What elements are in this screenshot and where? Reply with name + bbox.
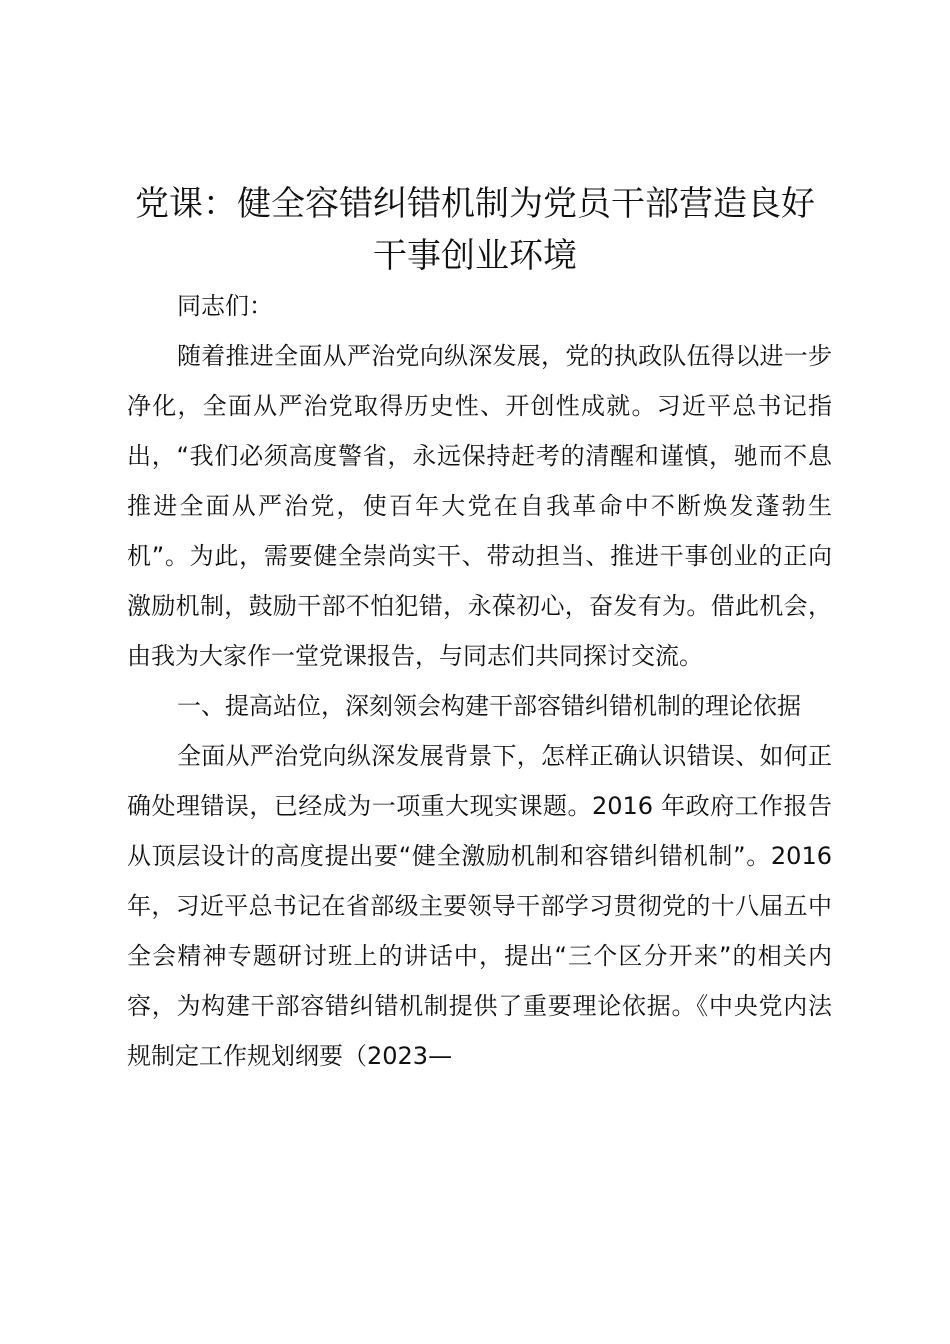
document-body [127, 281, 832, 1081]
document-title [110, 178, 840, 282]
salutation: 同志们： [177, 292, 273, 320]
title-line-2: 干事创业环境 [373, 236, 577, 276]
title-line-1: 党课：健全容错纠错机制为党员干部营造良好 [135, 184, 815, 224]
intro-paragraph: 随着推进全面从严治党向纵深发展，党的执政队伍得以进一步净化，全面从严治党取得历史性、开创性成就。习近平总书记指出，“我们必须高度警省，永远保持赶考的清醒和谨慎，驰而不息推进全面从严治党，使百年大党在自我革命中不断焕发蓬勃生机”。为此，需要健全崇尚实干、带动担当、推进干事创业的正向激励机制，鼓励干部不怕犯错，永葆初心，奋发有为。借此机会，由我为大家作一堂党课报告，与同志们共同探讨交流。 [127, 342, 832, 670]
section-heading-1: 一、提高站位，深刻领会构建干部容错纠错机制的理论依据 [177, 692, 801, 720]
section-1-paragraph: 全面从严治党向纵深发展背景下，怎样正确认识错误、如何正确处理错误，已经成为一项重大现实课题。2016 年政府工作报告从顶层设计的高度提出要“健全激励机制和容错纠错机制”。2016 年，习近平总书记在省部级主要领导干部学习贯彻党的十八届五中全会精神专题研讨班上的讲话中，提出“三个区分开来”的相关内容，为构建干部容错纠错机制提供了重要理论依据。《中央党内法规制定工作规划纲要（2023— [127, 742, 832, 1070]
